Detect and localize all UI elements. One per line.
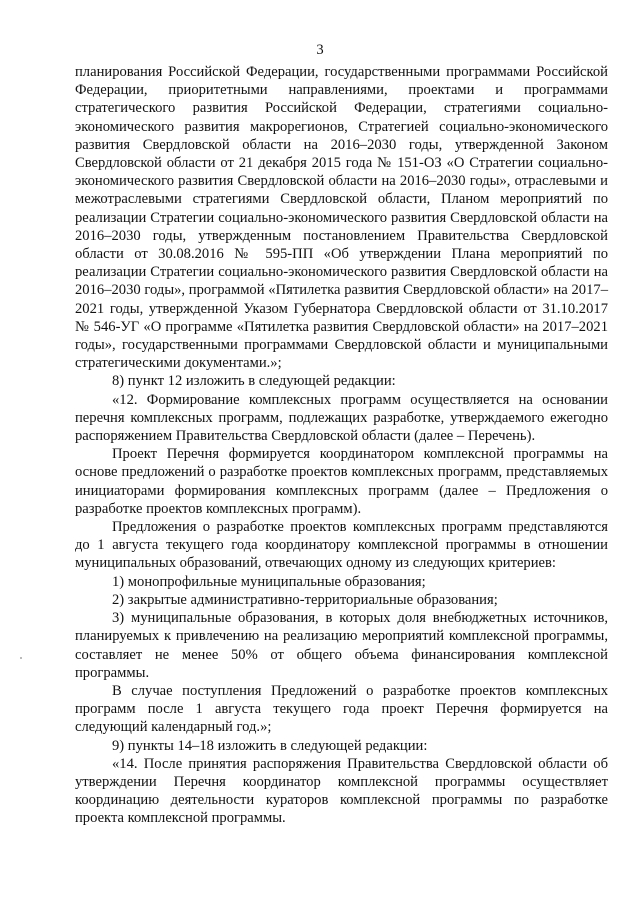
- margin-mark: [20, 657, 22, 659]
- page-number: 3: [316, 42, 324, 58]
- paragraph-proposals: Предложения о разработке проектов комплексных программ представляются до 1 августа текущего года координатору комплексной программы в отношении муниципальных образований, отвечающих одному из следующих критериев:: [75, 519, 608, 572]
- document-body: [75, 63, 608, 828]
- criterion-2: 2) закрытые административно-территориальные образования;: [112, 591, 498, 608]
- paragraph-draft-list: Проект Перечня формируется координатором комплексной программы на основе предложений о разработке проектов комплексных программ, представляемых инициаторами формирования комплексных программ (далее – Предложения о разработке проектов комплексных программ).: [75, 446, 608, 517]
- criterion-1: 1) монопрофильные муниципальные образования;: [112, 573, 426, 590]
- paragraph-clause-12: «12. Формирование комплексных программ осуществляется на основании перечня комплексных программ, подлежащих разработке, утверждаемого ежегодно распоряжением Правительства Свердловской области (далее – Перечень).: [75, 391, 608, 445]
- paragraph-late-proposals: В случае поступления Предложений о разработке проектов комплексных программ после 1 августа текущего года проект Перечня формируется на следующий календарный год.»;: [75, 682, 608, 736]
- criterion-3: 3) муниципальные образования, в которых доля внебюджетных источников, планируемых к привлечению на реализацию мероприятий комплексной программы, составляет не менее 50% от общего объема финансирования комплексной программы.: [75, 610, 608, 681]
- paragraph-item-8: 8) пункт 12 изложить в следующей редакции:: [112, 373, 396, 390]
- paragraph-item-9: 9) пункты 14–18 изложить в следующей редакции:: [112, 737, 428, 754]
- paragraph-continuation: планирования Российской Федерации, государственными программами Российской Федерации, приоритетными направлениями, проектами и программами стратегического развития Российской Федерации, стратегиями социально-экономического развития макрорегионов, Стратегией социально-экономического развития Свердловской области на 2016–2030 годы, утвержденной Законом Свердловской области от 21 декабря 2015 года № 151-ОЗ «О Стратегии социально-экономического развития Свердловской области на 2016–2030 годы», отраслевыми и межотраслевыми стратегиями Свердловской области, Планом мероприятий по реализации Стратегии социально-экономического развития Свердловской области на 2016–2030 годы, утвержденным постановлением Правительства Свердловской области от 30.08.2016 № 595-ПП «Об утверждении Плана мероприятий по реализации Стратегии социально-экономического развития Свердловской области на 2016–2030 годы», программой «Пятилетка развития Свердловской области» на 2017–2021 годы, утвержденной Указом Губернатора Свердловской области от 31.10.2017 № 546-УГ «О программе «Пятилетка развития Свердловской области» на 2017–2021 годы», государственными программами Свердловской области и муниципальными стратегическими документами.»;: [75, 64, 608, 372]
- paragraph-clause-14: «14. После принятия распоряжения Правительства Свердловской области об утверждении Перечня координатор комплексной программы осуществляет координацию деятельности кураторов комплексной программы по разработке проекта комплексной программы.: [75, 755, 608, 827]
